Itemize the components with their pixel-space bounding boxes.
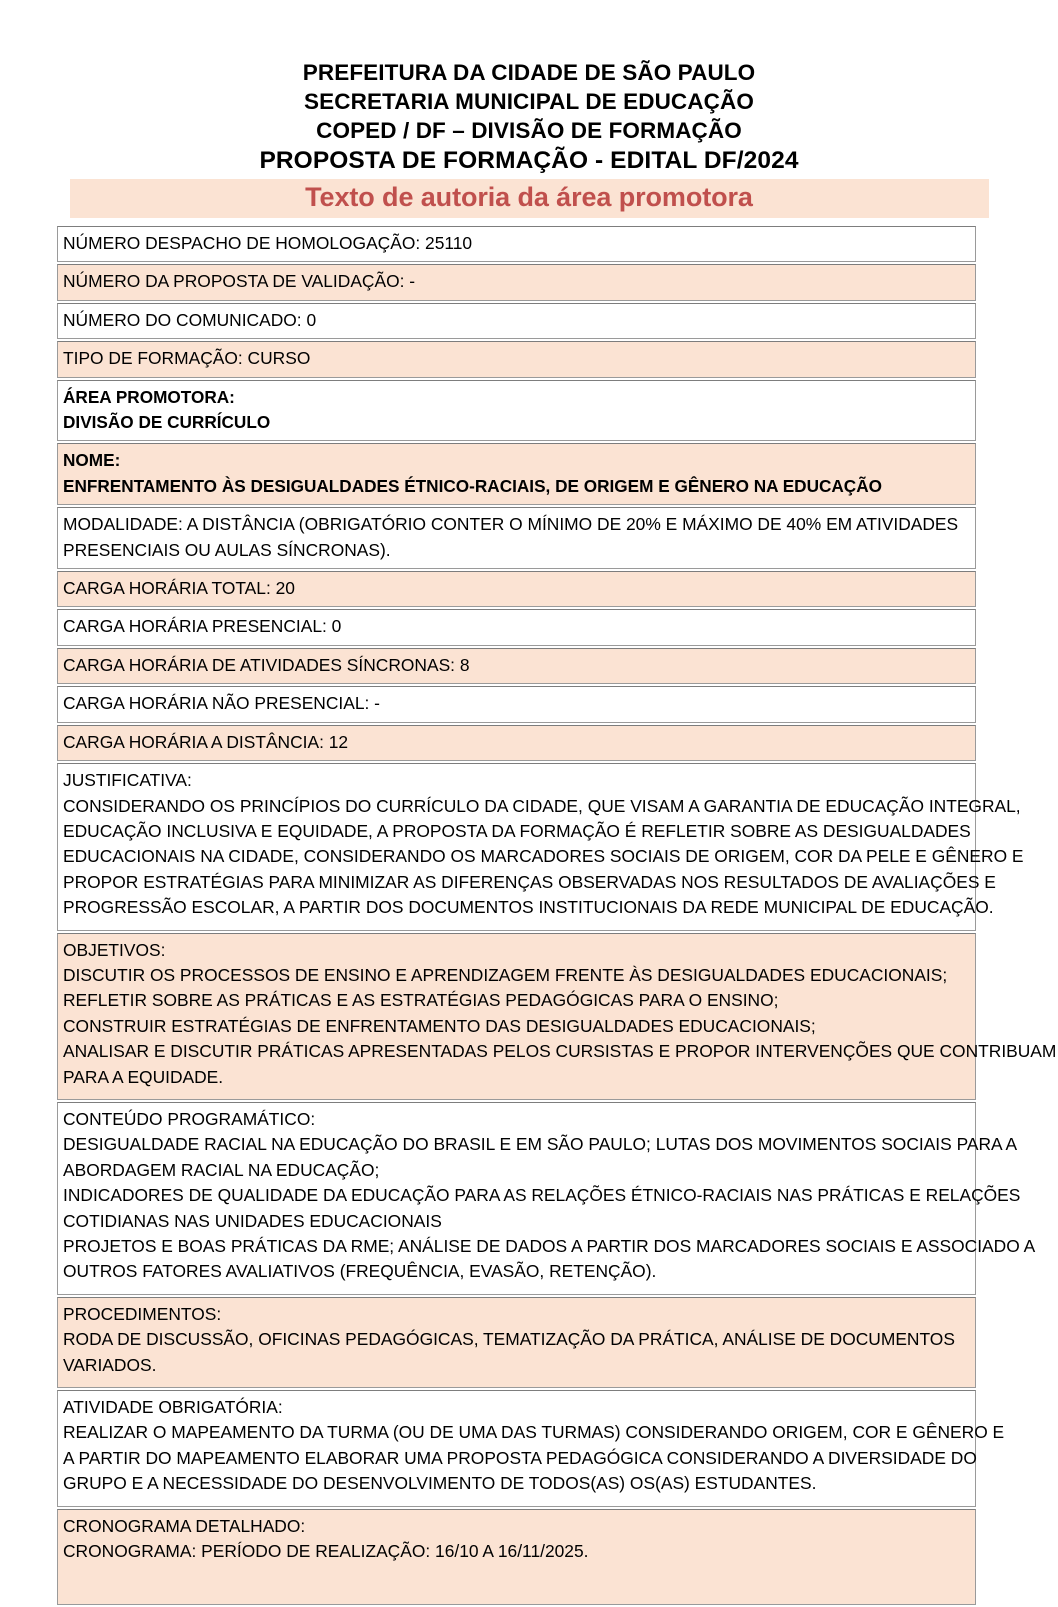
carga-horaria-total-text: CARGA HORÁRIA TOTAL: 20 — [63, 578, 295, 599]
atividade-obrigatoria-line-2: A PARTIR DO MAPEAMENTO ELABORAR UMA PROPOSTA PEDAGÓGICA CONSIDERANDO A DIVERSIDADE DO — [63, 1447, 977, 1468]
atividade-obrigatoria-line-1: REALIZAR O MAPEAMENTO DA TURMA (OU DE UMA DAS TURMAS) CONSIDERANDO ORIGEM, COR E GÊNERO E — [63, 1422, 1005, 1443]
carga-horaria-sincronas-text: CARGA HORÁRIA DE ATIVIDADES SÍNCRONAS: 8 — [63, 654, 470, 675]
row-carga-horaria-total — [57, 571, 976, 607]
conteudo-line-5: PROJETOS E BOAS PRÁTICAS DA RME; ANÁLISE DE DADOS A PARTIR DOS MARCADORES SOCIAIS E ASSOCIADO A — [63, 1236, 1036, 1256]
nome-label: NOME: — [63, 450, 121, 471]
row-numero-despacho — [57, 226, 976, 262]
modalidade-line-1: MODALIDADE: A DISTÂNCIA (OBRIGATÓRIO CONTER O MÍNIMO DE 20% E MÁXIMO DE 40% EM ATIVIDADES — [63, 514, 959, 535]
row-numero-comunicado — [57, 303, 976, 339]
conteudo-line-2: ABORDAGEM RACIAL NA EDUCAÇÃO; — [63, 1159, 380, 1180]
atividade-obrigatoria-line-3: GRUPO E A NECESSIDADE DO DESENVOLVIMENTO DE TODOS(AS) OS(AS) ESTUDANTES. — [63, 1473, 817, 1494]
header-line-coped: COPED / DF – DIVISÃO DE FORMAÇÃO — [316, 118, 742, 143]
header-line-secretaria: SECRETARIA MUNICIPAL DE EDUCAÇÃO — [304, 89, 754, 114]
objetivos-line-5: PARA A EQUIDADE. — [63, 1066, 224, 1087]
row-objetivos — [57, 933, 1057, 1100]
row-conteudo-programatico — [57, 1102, 1036, 1295]
tipo-formacao-text: TIPO DE FORMAÇÃO: CURSO — [63, 348, 311, 369]
carga-horaria-presencial-text: CARGA HORÁRIA PRESENCIAL: 0 — [63, 616, 342, 637]
conteudo-line-4: COTIDIANAS NAS UNIDADES EDUCACIONAIS — [63, 1210, 442, 1231]
conteudo-line-3: INDICADORES DE QUALIDADE DA EDUCAÇÃO PARA AS RELAÇÕES ÉTNICO-RACIAIS NAS PRÁTICAS E RELAÇÕES — [63, 1185, 1021, 1206]
justificativa-label: JUSTIFICATIVA: — [63, 770, 192, 791]
numero-proposta-validacao-text: NÚMERO DA PROPOSTA DE VALIDAÇÃO: - — [63, 271, 416, 292]
carga-horaria-distancia-text: CARGA HORÁRIA A DISTÂNCIA: 12 — [63, 731, 349, 752]
area-promotora-value: DIVISÃO DE CURRÍCULO — [63, 412, 271, 433]
modalidade-line-2: PRESENCIAIS OU AULAS SÍNCRONAS). — [63, 539, 391, 560]
justificativa-line-3: EDUCACIONAIS NA CIDADE, CONSIDERANDO OS MARCADORES SOCIAIS DE ORIGEM, COR DA PELE E GÊNERO E — [63, 846, 1024, 867]
row-carga-horaria-sincronas — [57, 648, 976, 684]
row-procedimentos — [57, 1297, 976, 1388]
nome-value: ENFRENTAMENTO ÀS DESIGUALDADES ÉTNICO-RACIAIS, DE ORIGEM E GÊNERO NA EDUCAÇÃO — [63, 475, 882, 496]
objetivos-line-3: CONSTRUIR ESTRATÉGIAS DE ENFRENTAMENTO DAS DESIGUALDADES EDUCACIONAIS; — [63, 1015, 816, 1036]
banner-title: Texto de autoria da área promotora — [305, 182, 753, 212]
justificativa-line-1: CONSIDERANDO OS PRINCÍPIOS DO CURRÍCULO DA CIDADE, QUE VISAM A GARANTIA DE EDUCAÇÃO INTEGRAL, — [63, 795, 1021, 816]
row-justificativa — [57, 763, 1024, 930]
row-numero-proposta-validacao — [57, 264, 976, 300]
justificativa-line-4: PROPOR ESTRATÉGIAS PARA MINIMIZAR AS DIFERENÇAS OBSERVADAS NOS RESULTADOS DE AVALIAÇÕES E — [63, 871, 996, 892]
row-atividade-obrigatoria — [57, 1390, 1005, 1507]
row-carga-horaria-presencial — [57, 609, 976, 645]
header-line-prefeitura: PREFEITURA DA CIDADE DE SÃO PAULO — [302, 60, 756, 85]
row-carga-horaria-distancia — [57, 725, 976, 761]
procedimentos-line-1: RODA DE DISCUSSÃO, OFICINAS PEDAGÓGICAS, TEMATIZAÇÃO DA PRÁTICA, ANÁLISE DE DOCUMENTOS — [63, 1329, 955, 1350]
cronograma-label: CRONOGRAMA DETALHADO: — [63, 1515, 306, 1536]
conteudo-line-1: DESIGUALDADE RACIAL NA EDUCAÇÃO DO BRASIL E EM SÃO PAULO; LUTAS DOS MOVIMENTOS SOCIAIS PARA A — [63, 1134, 1018, 1155]
row-carga-horaria-nao-presencial — [57, 686, 976, 722]
row-tipo-formacao — [57, 341, 976, 377]
justificativa-line-2: EDUCAÇÃO INCLUSIVA E EQUIDADE, A PROPOSTA DA FORMAÇÃO É REFLETIR SOBRE AS DESIGUALDADES — [63, 820, 971, 841]
header-line-proposta: PROPOSTA DE FORMAÇÃO - EDITAL DF/2024 — [259, 147, 799, 174]
justificativa-line-5: PROGRESSÃO ESCOLAR, A PARTIR DOS DOCUMENTOS INSTITUCIONAIS DA REDE MUNICIPAL DE EDUCAÇÃO. — [63, 897, 994, 918]
banner-texto-autoria — [70, 179, 989, 218]
cronograma-line-1: CRONOGRAMA: PERÍODO DE REALIZAÇÃO: 16/10 A 16/11/2025. — [63, 1541, 589, 1562]
procedimentos-line-2: VARIADOS. — [63, 1354, 157, 1375]
objetivos-line-1: DISCUTIR OS PROCESSOS DE ENSINO E APRENDIZAGEM FRENTE ÀS DESIGUALDADES EDUCACIONAIS; — [63, 964, 948, 985]
numero-comunicado-text: NÚMERO DO COMUNICADO: 0 — [63, 309, 317, 330]
row-area-promotora — [57, 380, 976, 442]
row-nome — [57, 443, 976, 505]
conteudo-label: CONTEÚDO PROGRAMÁTICO: — [63, 1108, 316, 1129]
objetivos-line-2: REFLETIR SOBRE AS PRÁTICAS E AS ESTRATÉGIAS PEDAGÓGICAS PARA O ENSINO; — [63, 990, 779, 1011]
numero-despacho-text: NÚMERO DESPACHO DE HOMOLOGAÇÃO: 25110 — [63, 233, 473, 253]
proposta-form-table — [57, 226, 1057, 1607]
objetivos-label: OBJETIVOS: — [63, 939, 166, 960]
carga-horaria-nao-presencial-text: CARGA HORÁRIA NÃO PRESENCIAL: - — [63, 693, 380, 714]
row-modalidade — [57, 507, 976, 569]
area-promotora-label: ÁREA PROMOTORA: — [63, 386, 235, 407]
procedimentos-label: PROCEDIMENTOS: — [63, 1303, 222, 1324]
conteudo-line-6: OUTROS FATORES AVALIATIVOS (FREQUÊNCIA, EVASÃO, RETENÇÃO). — [63, 1261, 657, 1282]
atividade-obrigatoria-label: ATIVIDADE OBRIGATÓRIA: — [63, 1397, 283, 1418]
document-header — [0, 0, 1058, 176]
row-cronograma — [57, 1509, 976, 1605]
objetivos-line-4: ANALISAR E DISCUTIR PRÁTICAS APRESENTADAS PELOS CURSISTAS E PROPOR INTERVENÇÕES QUE CONTRIBUAM — [63, 1041, 1057, 1062]
